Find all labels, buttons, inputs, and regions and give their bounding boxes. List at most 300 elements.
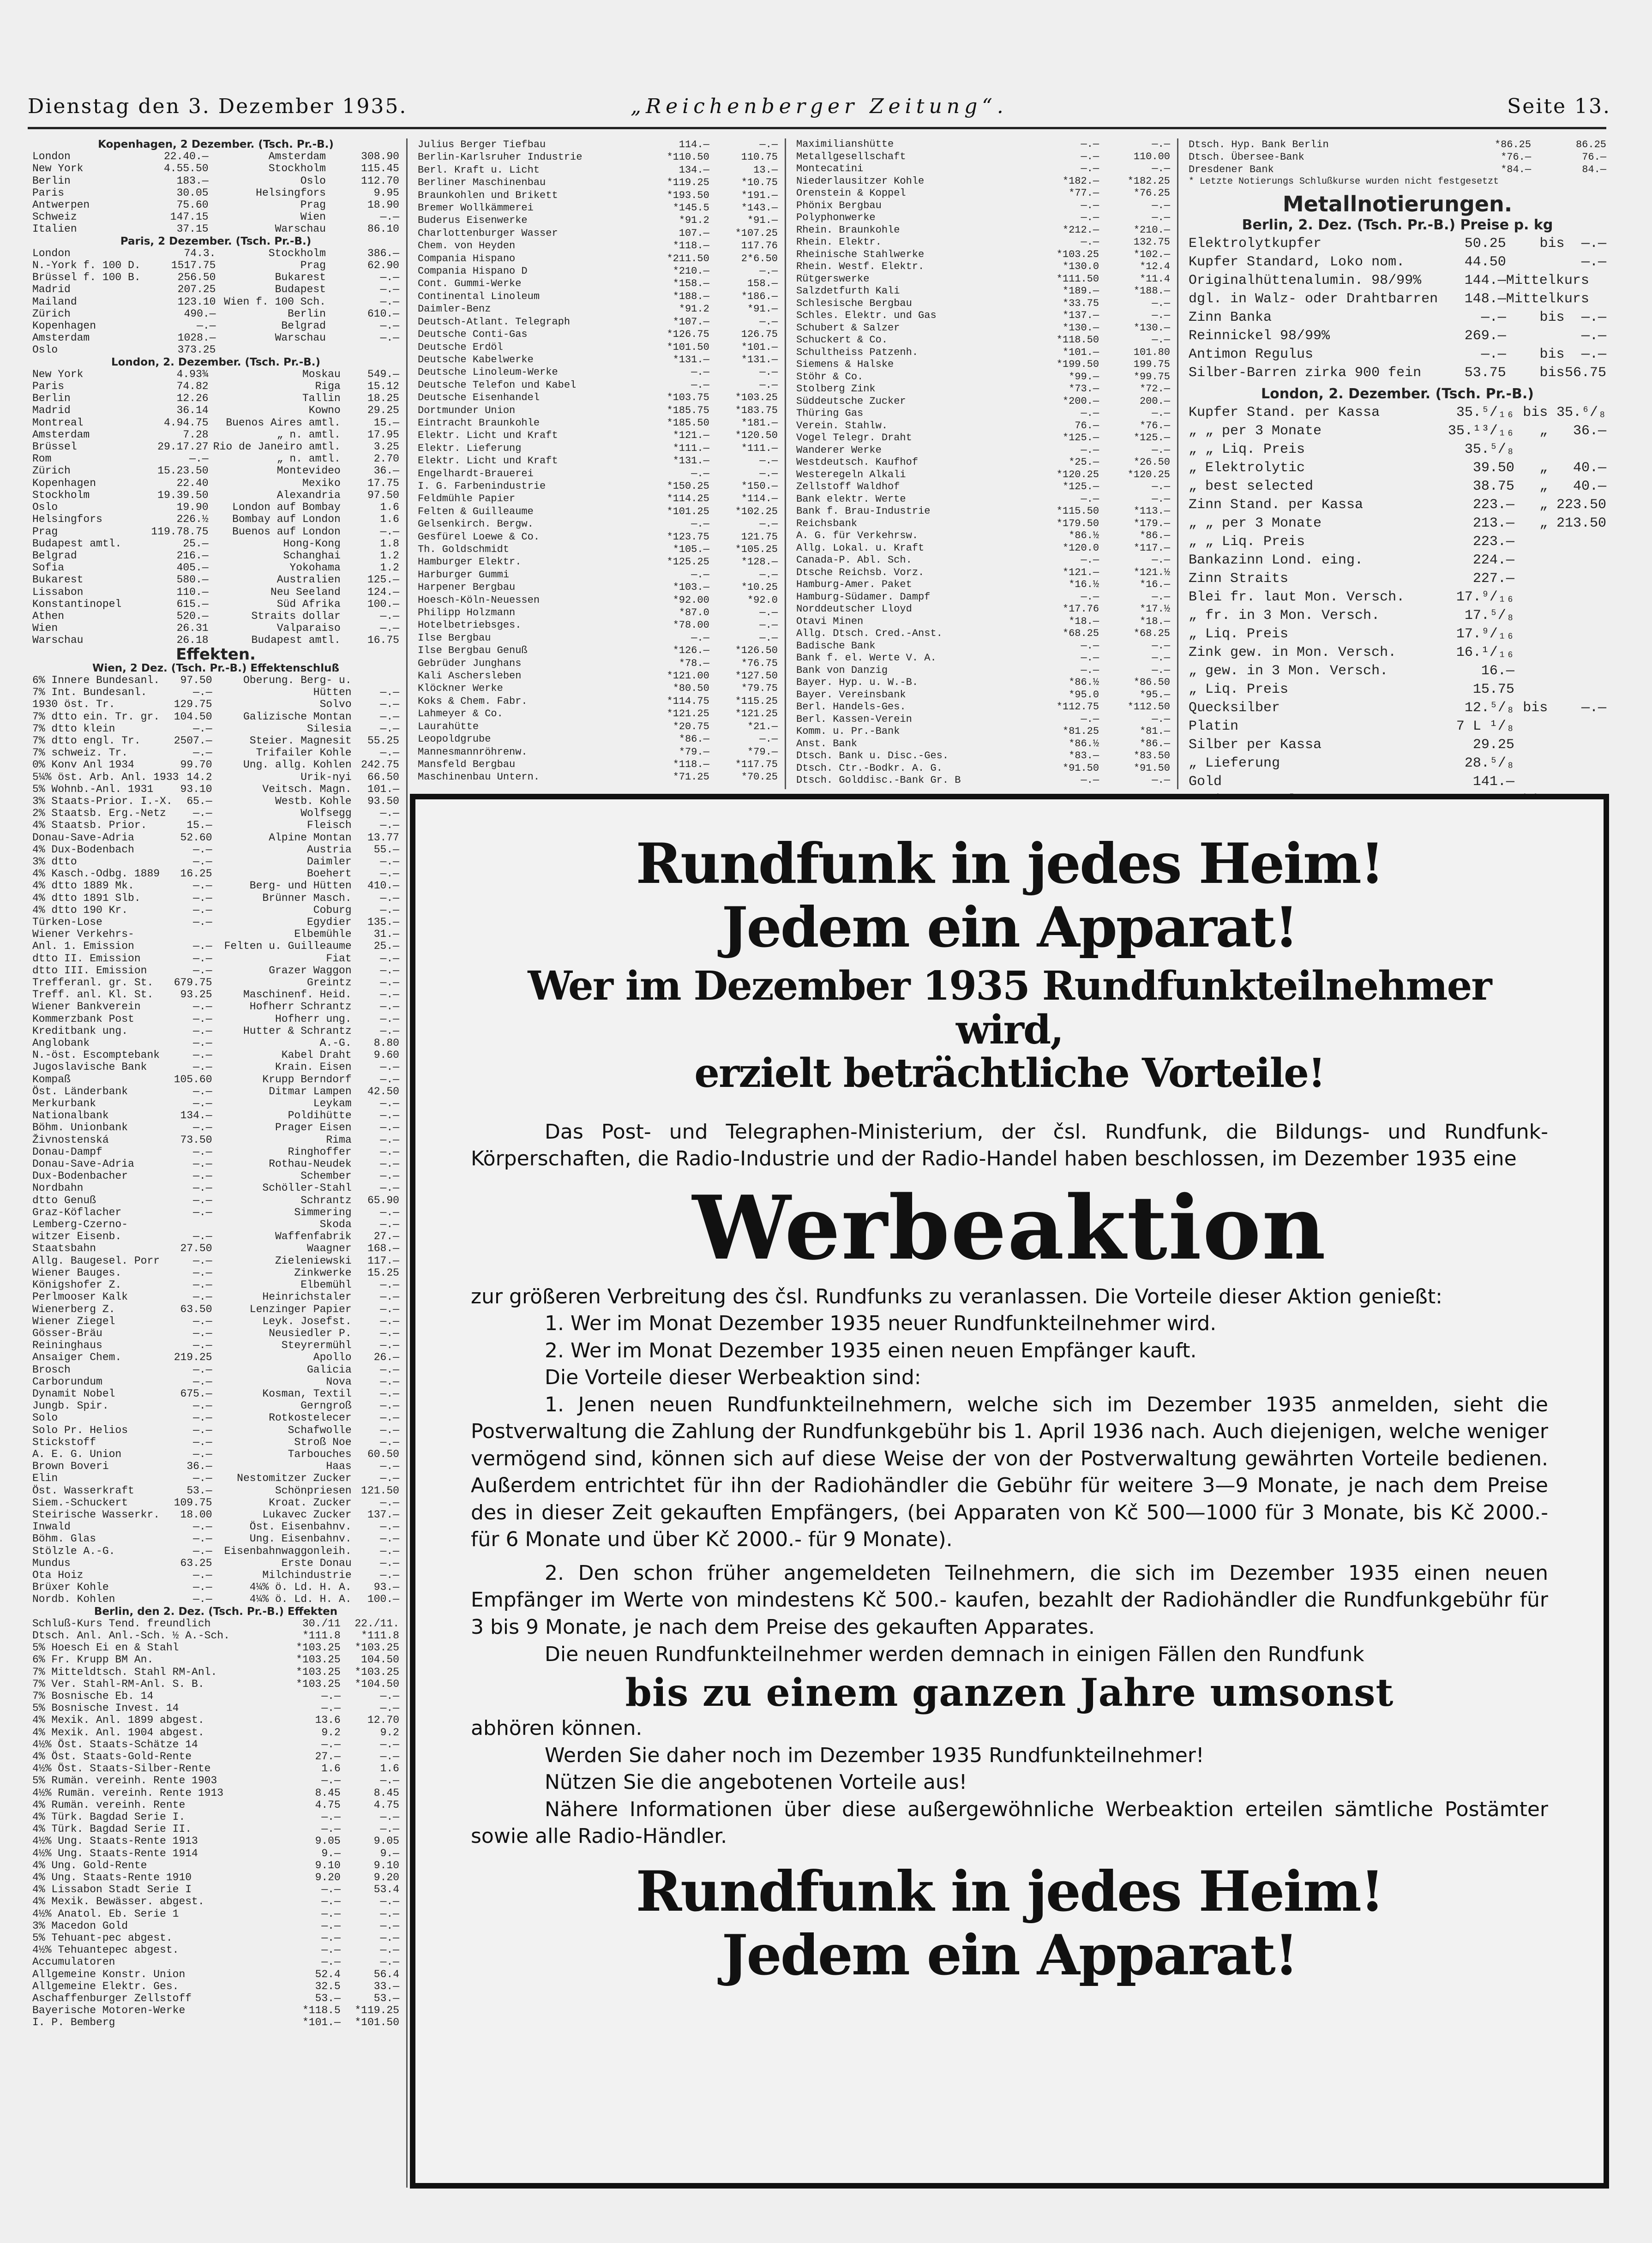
table-cell: Türken-Lose (32, 916, 102, 928)
table-cell: Verein. Stahlw. (796, 420, 888, 432)
table-row (796, 236, 1170, 249)
table-row (796, 616, 1170, 628)
table-row (1189, 234, 1606, 253)
table-cell: 158.— (747, 278, 778, 290)
table-row (32, 1497, 399, 1509)
table-cell: 22.40.— (163, 150, 209, 163)
table-cell: Badische Bank (796, 640, 876, 652)
table-cell: *101.— (1062, 346, 1099, 358)
table-cell: 22.40 (176, 477, 209, 489)
table-cell: 3% dtto (32, 855, 77, 868)
table-row (32, 711, 399, 723)
table-cell: Valparaiso (276, 622, 341, 635)
table-cell: Maximilianshütte (796, 138, 894, 150)
table-cell: Erste Donau (281, 1557, 352, 1569)
table-cell: —.— (193, 1363, 212, 1376)
table-cell: —.— (321, 1738, 341, 1751)
table-cell: Schluß-Kurs Tend. freundlich (32, 1617, 211, 1630)
table-row (32, 1194, 399, 1206)
ad-paragraph: Die Vorteile dieser Werbeaktion sind: (545, 1366, 921, 1390)
table-row (32, 868, 399, 880)
table-cell: Dtsch. Hyp. Bank Berlin (1189, 139, 1329, 150)
table-cell: 107.— (679, 227, 709, 239)
table-cell: I. P. Bemberg (32, 2016, 115, 2029)
table-cell: Alexandria (276, 489, 341, 501)
table-cell: 1.8 (380, 537, 399, 550)
table-row (32, 965, 399, 977)
table-row (418, 733, 778, 745)
table-cell: —.— (380, 1218, 399, 1231)
table-cell: 93.25 (180, 989, 212, 1001)
table-cell: 3.25 (373, 441, 399, 453)
table-cell: Greintz (307, 977, 352, 989)
table-cell: *68.25 (1062, 628, 1099, 639)
table-cell: Kosman, Textil (262, 1387, 352, 1400)
table-row (32, 489, 399, 501)
table-cell: —.— (321, 1944, 341, 1956)
table-cell: 9.20 (373, 1871, 399, 1884)
table-cell: —.— (759, 366, 778, 378)
table-cell: Stöhr & Co. (796, 371, 864, 383)
table-cell: —.— (1481, 310, 1506, 325)
table-cell: —.— (759, 139, 778, 150)
table-cell: bis (1539, 310, 1565, 325)
table-row (796, 554, 1170, 567)
table-cell: Koks & Chem. Fabr. (418, 695, 528, 707)
section-heading: Kopenhagen, 2 Dezember. (Tsch. Pr.-B.) (98, 138, 334, 150)
table-cell (352, 674, 399, 686)
table-row (32, 1485, 399, 1497)
table-cell: Berg- und Hütten (249, 880, 352, 892)
table-cell: Nestomitzer Zucker (237, 1472, 352, 1485)
table-cell: Brüssel (32, 441, 77, 453)
table-cell: 13.— (753, 164, 778, 176)
table-cell: *103.25 (735, 392, 778, 404)
table-cell: 27.50 (180, 1242, 212, 1255)
table-cell: „ n. amtl. (276, 453, 341, 465)
table-cell: London (32, 247, 71, 259)
table-cell: —.— (193, 686, 212, 699)
table-cell: Trifailer Kohle (256, 747, 352, 759)
footnote: * Letzte Notierungs Schlußkurse wurden nicht festgesetzt (1189, 176, 1499, 187)
table-cell: —.— (1152, 138, 1170, 150)
table-cell: 40.— (1573, 479, 1606, 494)
table-cell: 4.94.75 (163, 416, 209, 429)
table-cell: —.— (691, 569, 709, 581)
table-row (418, 771, 778, 783)
table-cell: Hofherr Schrantz (249, 1001, 352, 1013)
table-cell: Cont. Gummi-Werke (418, 278, 522, 290)
table-cell: 93.10 (180, 783, 212, 795)
table-cell: 37.15 (176, 223, 209, 235)
table-cell: —.— (380, 1303, 399, 1315)
table-cell: 5% Bosnische Invest. 14 (32, 1702, 179, 1715)
table-cell: 36.— (373, 465, 399, 477)
table-cell: —.— (380, 747, 399, 759)
table-row (32, 320, 399, 332)
table-cell: *131.— (673, 354, 709, 366)
table-cell: Schultheiss Patzenh. (796, 346, 919, 358)
table-row (418, 720, 778, 733)
table-cell: 675.— (180, 1387, 212, 1400)
table-cell: 13.77 (367, 831, 399, 844)
table-cell: Dtsch. Ctr.-Bodkr. A. G. (796, 762, 943, 774)
table-cell: 5% Wohnb.-Anl. 1931 (32, 783, 154, 795)
table-cell: Silber per Kassa (1189, 737, 1322, 753)
table-cell: —.— (1152, 199, 1170, 211)
table-row (32, 513, 399, 525)
table-cell: *200.— (1062, 395, 1099, 407)
table-cell: Poldihütte (288, 1110, 352, 1122)
table-cell: *199.50 (1056, 359, 1099, 370)
table-cell: Gold (1189, 774, 1222, 790)
table-cell: *158.— (673, 278, 709, 290)
table-row (1189, 163, 1606, 176)
table-cell: *92.0 (747, 594, 778, 606)
table-cell: Stockholm (268, 162, 326, 175)
table-cell: 25.— (183, 537, 209, 550)
table-cell: 4% Dux-Bodenbach (32, 843, 134, 856)
table-cell: Norddeutscher Lloyd (796, 603, 912, 615)
table-cell: *121.25 (667, 708, 709, 720)
table-cell: Mittelkurs (1506, 291, 1589, 307)
table-cell: 99.70 (180, 759, 212, 771)
table-cell: Egydier (307, 916, 352, 928)
table-cell: Bukarest (275, 271, 326, 284)
table-row (32, 1690, 399, 1702)
table-cell: 7% Ver. Stahl-RM-Anl. S. B. (32, 1678, 204, 1690)
table-cell: —.— (380, 1182, 399, 1194)
table-cell: —.— (193, 904, 212, 916)
table-cell (1514, 680, 1548, 699)
table-cell: —.— (1152, 310, 1170, 321)
table-cell: Grazer Waggon (269, 964, 352, 977)
table-cell: 5% Tehuant-pec abgest. (32, 1932, 173, 1944)
table-cell: —.— (380, 610, 399, 622)
table-cell: Harburger Gummi (418, 569, 510, 581)
table-cell: *103.— (673, 582, 709, 594)
table-cell: Zink gew. in Mon. Versch. (1189, 645, 1397, 660)
table-cell: Jugoslavische Bank (32, 1061, 147, 1074)
table-row (1189, 403, 1606, 422)
table-row (1189, 736, 1606, 754)
table-cell: Anst. Bank (796, 738, 858, 750)
table-cell: Harpener Bergbau (418, 582, 516, 594)
table-cell: *119.25 (354, 2004, 399, 2017)
table-row (418, 455, 778, 467)
table-cell: *212.— (1062, 224, 1099, 236)
table-cell (168, 1218, 212, 1230)
table-row (418, 556, 778, 568)
table-cell: 4½% Ung. Staats-Rente 1913 (32, 1835, 198, 1847)
table-cell: Laurahütte (418, 720, 479, 732)
table-cell: 4% Kasch.-Odbg. 1889 (32, 868, 160, 880)
table-row (32, 1702, 399, 1714)
table-row (796, 505, 1170, 518)
table-row (1189, 699, 1606, 717)
table-cell: 4% Staatsb. Prior. (32, 819, 147, 832)
table-cell (1548, 625, 1606, 643)
table-cell: Wien (32, 622, 58, 635)
table-row (1189, 643, 1606, 662)
table-cell: Schubert & Salzer (796, 322, 900, 334)
table-row (32, 723, 399, 735)
table-row (32, 1968, 399, 1980)
table-cell: Jungb. Spir. (32, 1400, 109, 1412)
table-cell: *121.25 (735, 708, 778, 720)
table-cell: 2507.— (174, 734, 212, 747)
table-cell: —.— (380, 1339, 399, 1352)
table-cell: *79.— (747, 746, 778, 758)
table-cell: Krain. Eisen (275, 1061, 352, 1074)
table-cell: Kompaß (32, 1073, 71, 1086)
table-cell: *111.8 (361, 1629, 399, 1642)
table-cell: Hong-Kong (283, 537, 341, 550)
table-cell: dgl. in Walz- oder Drahtbarren (1189, 291, 1438, 307)
table-row (32, 977, 399, 989)
table-cell: *80.50 (673, 683, 709, 695)
table-cell: *83.— (1069, 750, 1099, 762)
table-cell: *72.— (1139, 383, 1170, 395)
table-row (796, 665, 1170, 677)
table-cell: Hamburg-Südamer. Dampf (796, 591, 931, 603)
table-cell: bis (1523, 700, 1548, 716)
table-cell: Kali Aschersleben (418, 670, 522, 682)
table-cell: 29.17.27 (157, 441, 209, 453)
table-cell: Dtsche Reichsb. Vorz. (796, 566, 925, 578)
table-cell: Bank elektr. Werte (796, 493, 906, 505)
table-cell: Paris (32, 380, 65, 393)
table-row (796, 261, 1170, 273)
table-cell: Donau-Save-Adria (32, 1158, 134, 1170)
table-cell: Staatsbahn (32, 1242, 96, 1255)
table-cell: Schuckert & Co. (796, 334, 888, 346)
table-cell: —.— (380, 1073, 399, 1086)
table-cell: 26.18 (176, 634, 209, 647)
table-cell: *12.4 (1139, 261, 1170, 272)
table-cell: *143.— (741, 202, 778, 214)
table-cell: Montevideo (276, 465, 341, 477)
table-cell: 1028.— (177, 332, 216, 344)
table-cell: —.— (321, 1919, 341, 1932)
ad-footer-headline-2: Jedem ein Apparat! (721, 1922, 1298, 1988)
table-row (32, 1279, 399, 1291)
table-row (796, 628, 1170, 640)
table-cell: —.— (691, 632, 709, 644)
table-row (32, 634, 399, 646)
table-cell: 6% Innere Bundesanl. (32, 674, 160, 686)
table-cell: 4% Öst. Staats-Gold-Rente (32, 1751, 192, 1763)
section-heading: London, 2. Dezember. (Tsch. Pr.-B.) (1261, 386, 1534, 402)
table-cell: dtto Genuß (32, 1194, 96, 1206)
table-cell (1548, 717, 1606, 736)
table-cell: —.— (193, 940, 212, 953)
table-cell: 7% schweiz. Tr. (32, 747, 128, 759)
ad-headline-2: Jedem ein Apparat! (721, 895, 1298, 960)
table-cell: Montreal (32, 416, 84, 429)
table-cell: *131.— (741, 354, 778, 366)
table-cell: Kommerzbank Post (32, 1013, 134, 1025)
table-cell: Öst. Länderbank (32, 1085, 128, 1098)
table-cell: *103.25 (354, 1666, 399, 1678)
table-cell (1548, 440, 1606, 459)
table-cell: *119.25 (667, 177, 709, 189)
table-cell: Nordb. Kohlen (32, 1593, 115, 1606)
table-cell: *78.— (679, 657, 709, 669)
table-cell: *102.25 (735, 505, 778, 517)
table-cell: 256.50 (177, 271, 216, 284)
table-cell: —.— (193, 807, 212, 820)
table-cell: *99.75 (1133, 371, 1170, 383)
table-row (796, 408, 1170, 420)
table-row (418, 290, 778, 303)
table-row (418, 391, 778, 404)
table-cell: —.— (380, 295, 399, 308)
table-cell (1548, 643, 1606, 662)
table-row (32, 1364, 399, 1376)
table-cell: 4% dtto 1889 Mk. (32, 880, 134, 892)
table-cell: *99.— (1069, 371, 1099, 383)
table-cell: *120.25 (1056, 468, 1099, 480)
table-row (1189, 327, 1606, 345)
table-cell: —.— (1081, 199, 1099, 211)
table-cell: Milchindustrie (262, 1569, 352, 1581)
table-cell: —.— (380, 1363, 399, 1376)
header-page-number: Seite 13. (1507, 95, 1611, 118)
table-cell: —.— (380, 1690, 399, 1702)
table-cell: —.— (193, 1230, 212, 1243)
table-cell: —.— (380, 1751, 399, 1763)
table-cell: 9.— (321, 1847, 341, 1859)
table-cell: 29.25 (1472, 737, 1514, 753)
ad-werbeaktion-title: Werbeaktion (692, 1176, 1327, 1279)
table-cell: 52.4 (315, 1968, 341, 1980)
table-row (418, 404, 778, 417)
table-cell: Krupp Berndorf (262, 1073, 352, 1086)
table-cell: Ilse Bergbau (418, 632, 491, 644)
table-cell: Continental Linoleum (418, 290, 540, 302)
ad-paragraph: Werden Sie daher noch im Dezember 1935 Rundfunkteilnehmer! (545, 1743, 1204, 1767)
table-row (32, 904, 399, 916)
table-cell: *86.— (1139, 738, 1170, 750)
table-cell: *107.— (673, 316, 709, 328)
table-cell: Brüxer Kohle (32, 1581, 109, 1594)
table-cell (1514, 440, 1548, 459)
table-row (796, 285, 1170, 298)
table-cell: 1.6 (321, 1763, 341, 1775)
table-row (418, 265, 778, 277)
table-row (32, 1787, 399, 1799)
table-row (418, 328, 778, 341)
table-cell: Süd Afrika (276, 598, 341, 610)
table-cell: Süddeutsche Zucker (796, 395, 906, 407)
table-row (32, 283, 399, 295)
table-cell: Mundus (32, 1557, 71, 1569)
table-cell: Elektr. Licht und Kraft (418, 430, 558, 442)
table-cell: *111.50 (1056, 273, 1099, 285)
table-row (32, 1739, 399, 1751)
table-row (796, 493, 1170, 506)
table-row (32, 1049, 399, 1061)
table-row (32, 1351, 399, 1363)
table-row (1189, 570, 1606, 588)
table-row (796, 273, 1170, 286)
table-cell (1514, 551, 1548, 570)
table-cell: 36.— (1573, 423, 1606, 439)
table-cell: —.— (380, 1557, 399, 1569)
table-cell: Schlesische Bergbau (796, 297, 912, 309)
table-cell: 44.50 (1464, 254, 1506, 270)
table-cell: —.— (380, 1944, 399, 1956)
table-row (796, 689, 1170, 702)
table-cell: —.— (691, 468, 709, 480)
table-cell: *121.00 (667, 670, 709, 682)
table-cell: Elin (32, 1472, 58, 1485)
table-cell: Waagner (307, 1242, 352, 1255)
table-row (32, 686, 399, 698)
table-cell: 53.— (186, 1484, 212, 1497)
table-cell: Bayer. Vereinsbank (796, 689, 906, 701)
table-cell: Zinkwerke (294, 1266, 352, 1279)
table-cell: Rhein. Braunkohle (796, 224, 900, 236)
table-cell: Allgemeine Konstr. Union (32, 1968, 186, 1980)
table-cell: 147.15 (170, 211, 209, 223)
table-cell: 7% dtto ein. Tr. gr. (32, 710, 160, 723)
table-cell: —.— (193, 1412, 212, 1424)
table-cell: —.— (1152, 163, 1170, 174)
table-cell: —.— (193, 1001, 212, 1013)
table-cell: Buenos auf London (232, 525, 341, 538)
table-cell: Rütgerswerke (796, 273, 870, 285)
table-cell: Wolfsegg (300, 807, 352, 820)
table-row (418, 442, 778, 455)
table-row (32, 1327, 399, 1339)
table-cell: „ „ per 3 Monate (1189, 423, 1322, 439)
table-cell: 4.75 (373, 1799, 399, 1811)
table-cell: 15.23.50 (157, 465, 209, 477)
table-cell: *84.— (1501, 164, 1532, 175)
table-row (32, 783, 399, 795)
table-cell: Buderus Eisenwerke (418, 215, 528, 227)
table-cell: *125.— (1062, 432, 1099, 444)
table-cell: Donau-Save-Adria (32, 831, 134, 844)
table-cell: —.— (1152, 212, 1170, 223)
table-cell: 223.— (1472, 534, 1514, 550)
table-cell: —.— (193, 880, 212, 892)
table-cell: —.— (380, 1811, 399, 1823)
table-cell: Wanderer Werke (796, 444, 882, 456)
table-cell: —.— (759, 619, 778, 631)
table-cell: 29.25 (367, 404, 399, 417)
table-cell: „ Elektrolytic (1189, 460, 1305, 476)
table-cell (1548, 680, 1606, 699)
table-row (418, 429, 778, 442)
table-cell: Amsterdam (32, 332, 90, 344)
table-row (418, 644, 778, 657)
table-row (32, 1303, 399, 1315)
table-cell: Hamburg-Amer. Paket (796, 579, 912, 590)
table-cell: 15.25 (367, 1266, 399, 1279)
table-cell: 13.6 (315, 1714, 341, 1727)
table-row (32, 1315, 399, 1327)
table-row (32, 1158, 399, 1170)
table-cell: —.— (380, 1279, 399, 1291)
table-row (32, 698, 399, 710)
table-row (32, 610, 399, 622)
table-cell: Bank f. Brau-Industrie (796, 505, 931, 517)
table-row (796, 762, 1170, 775)
table-cell: *95.0 (1069, 689, 1099, 701)
